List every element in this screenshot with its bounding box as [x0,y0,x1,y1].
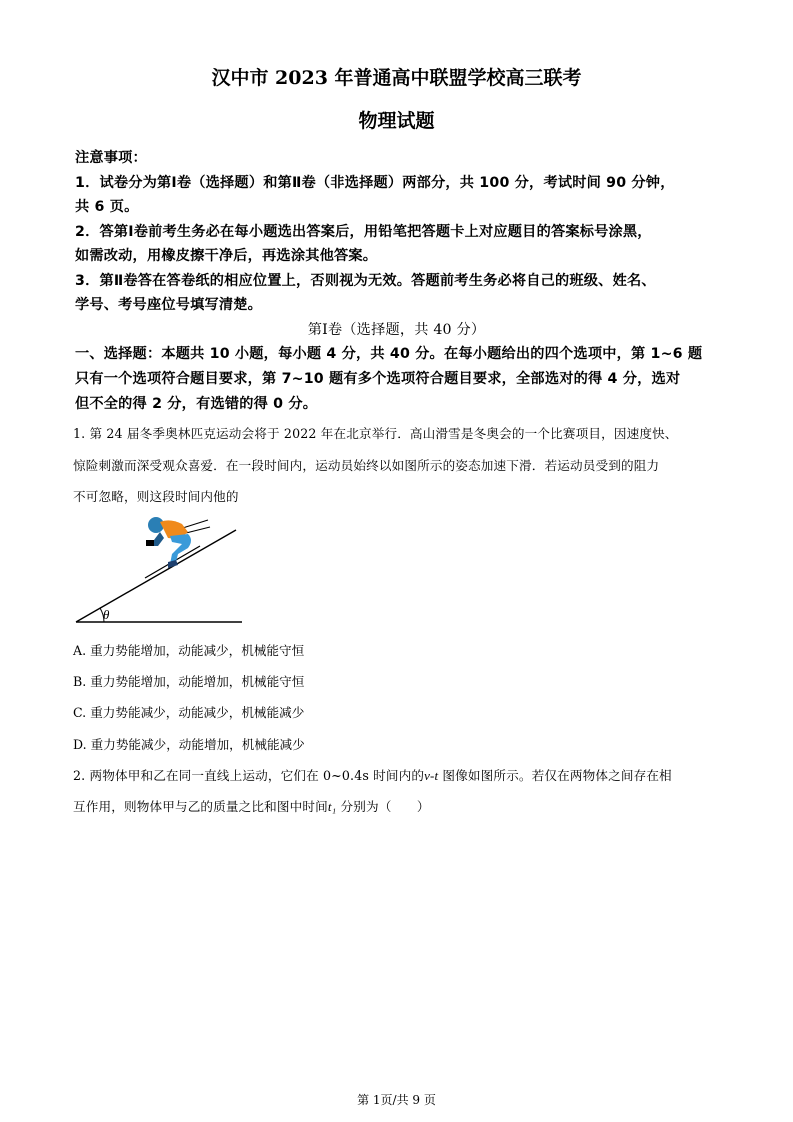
page-number: 第 1页/共 9 页 [357,1093,436,1107]
skier-legs [170,534,191,564]
option-b: B. 重力势能增加，动能增加，机械能守恒 [73,674,305,689]
section-instruction: 只有一个选项符合题目要求，第 7~10 题有多个选项符合题目要求，全部选对的得 4 分，选对 [75,371,681,387]
option-c: C. 重力势能减少，动能减少，机械能减少 [73,705,305,720]
notice-line: 共 6 页。 [75,199,139,215]
question-2-text-part: 图像如图所示。若仅在两物体之间存在相 [438,768,672,783]
angle-label: θ [103,607,110,622]
vt-variable: v-t [424,768,439,783]
notice-heading: 注意事项： [75,150,147,166]
notice-line: 1．试卷分为第Ⅰ卷（选择题）和第Ⅱ卷（非选择题）两部分，共 100 分，考试时间 90 分钟， [75,175,675,191]
section-instruction: 但不全的得 2 分，有选错的得 0 分。 [75,396,318,412]
exam-title: 汉中市 2023 年普通高中联盟学校高三联考 [211,67,582,89]
question-1-text: 不可忽略，则这段时间内他的 [73,489,239,504]
question-2-text-part: 互作用，则物体甲与乙的质量之比和图中时间 [73,799,328,814]
exam-subtitle: 物理试题 [358,110,435,132]
skier-glove [146,540,154,546]
option-a: A. 重力势能增加，动能减少，机械能守恒 [73,643,305,658]
notice-line: 学号、考号座位号填写清楚。 [75,297,263,313]
t1-variable: t₁ [327,799,337,814]
question-2-text [73,765,672,784]
notice-line: 如需改动，用橡皮擦干净后，再选涂其他答案。 [75,248,378,264]
question-2-text [73,796,430,815]
section-heading: 第Ⅰ卷（选择题，共 40 分） [307,322,486,338]
notice-line: 3．第Ⅱ卷答在答卷纸的相应位置上，否则视为无效。答题前考生务必将自己的班级、姓名、 [75,273,656,289]
option-d: D. 重力势能减少，动能增加，机械能减少 [73,737,305,752]
question-2-text-part: 2. 两物体甲和乙在同一直线上运动，它们在 0~0.4s 时间内的 [73,768,425,783]
question-2-text-part: 分别为（ ） [336,799,430,814]
section-instruction: 一、选择题：本题共 10 小题，每小题 4 分，共 40 分。在每小题给出的四个选项中，第 1~6 题 [75,346,703,362]
skier-figure [70,510,250,630]
notice-line: 2．答第Ⅰ卷前考生务必在每小题选出答案后，用铅笔把答题卡上对应题目的答案标号涂黑， [75,224,652,240]
question-1-text: 1. 第 24 届冬季奥林匹克运动会将于 2022 年在北京举行．高山滑雪是冬奥会的一个比赛项目，因速度快、 [73,426,678,441]
question-1-text: 惊险刺激而深受观众喜爱．在一段时间内，运动员始终以如图所示的姿态加速下滑．若运动员受到的阻力 [73,458,660,473]
